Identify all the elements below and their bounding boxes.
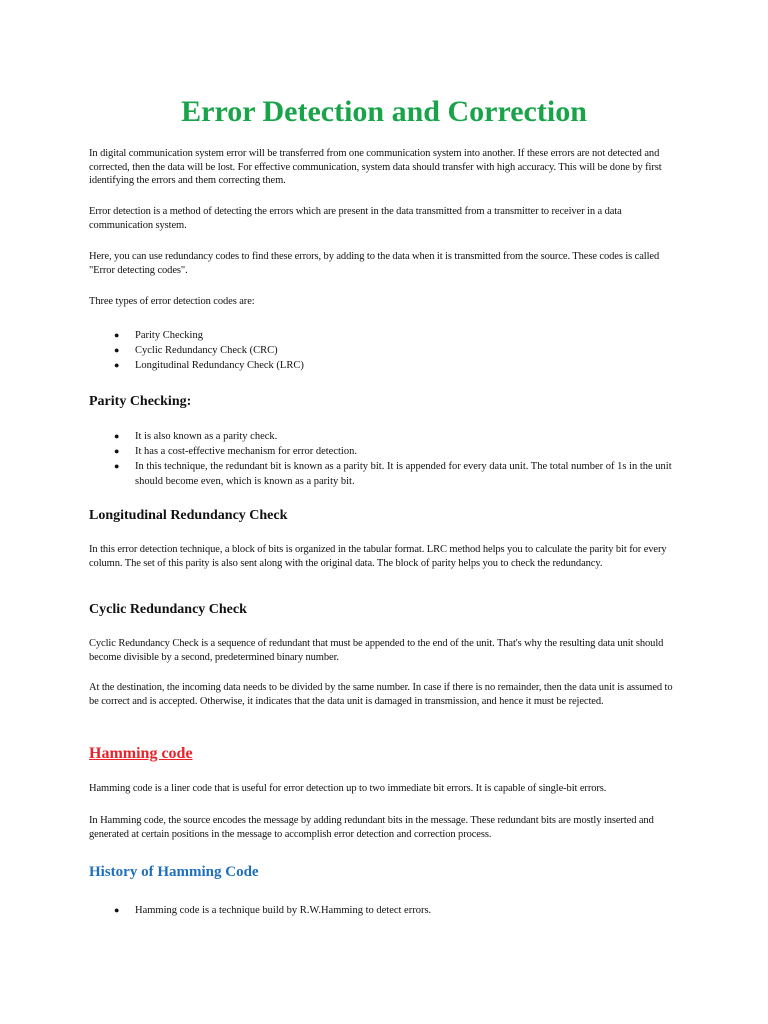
error-code-types-list [89,328,679,373]
lrc-paragraph [89,543,679,570]
crc-text-2: At the destination, the incoming data needs to be divided by the same number. In case if there is no remainder, then the data unit is assumed to be correct and is accepted. Otherwise, it indicates that the data unit is damaged in transmission, and hence it must be rejected. [89,682,673,707]
intro-text-2: Error detection is a method of detecting the errors which are present in the data transmitted from a transmitter to receiver in a data communication system. [89,206,622,231]
bullet-icon: ● [114,446,120,456]
lrc-heading: Longitudinal Redundancy Check [89,508,288,523]
crc-paragraph-1 [89,637,679,664]
bullet-icon: ● [114,360,120,370]
hamming-text-1: Hamming code is a liner code that is useful for error detection up to two immediate bit errors. It is capable of single-bit errors. [89,783,607,794]
bullet-icon: ● [114,345,120,355]
bullet-icon: ● [114,905,120,915]
lrc-text: In this error detection technique, a block of bits is organized in the tabular format. LRC method helps you to calculate the parity bit for every column. The set of this parity is also sent along with the original data. The block of parity helps you to check the redundancy. [89,544,667,569]
hamming-paragraph-1 [89,782,679,796]
list-item: ● Longitudinal Redundancy Check (LRC) [114,360,304,371]
bullet-icon: ● [114,330,120,340]
parity-heading: Parity Checking: [89,394,192,409]
list-item: ● Hamming code is a technique build by R.W.Hamming to detect errors. [114,905,432,916]
crc-heading: Cyclic Redundancy Check [89,602,247,617]
list-item: ● It is also known as a parity check. [114,431,278,442]
intro-paragraph-2 [89,205,679,232]
history-heading: History of Hamming Code [89,864,259,880]
list-item: ● Cyclic Redundancy Check (CRC) [114,345,278,356]
bullet-icon: ● [114,431,120,441]
intro-text-1: In digital communication system error will be transferred from one communication system into another. If these errors are not detected and corrected, then the data will be lost. For effective communication, system data should transfer with high accuracy. This will be done by first identifying the errors and them correcting them. [89,148,662,187]
list-item: ● In this technique, the redundant bit is known as a parity bit. It is appended for every data unit. The total number of 1s in the unit should become even, which is known as a parity bit. [114,461,672,487]
hamming-paragraph-2 [89,814,679,841]
intro-text-3: Here, you can use redundancy codes to find these errors, by adding to the data when it is transmitted from the source. These codes is called "Error detecting codes". [89,251,660,276]
hamming-text-2: In Hamming code, the source encodes the message by adding redundant bits in the message. These redundant bits are mostly inserted and generated at certain positions in the message to accomplish error detection and correction process. [89,815,654,840]
intro-text-4: Three types of error detection codes are: [89,296,255,307]
hamming-heading: Hamming code [89,745,193,762]
intro-paragraph-4 [89,295,679,309]
intro-paragraph-1 [89,147,679,188]
bullet-icon: ● [114,461,120,471]
crc-text-1: Cyclic Redundancy Check is a sequence of redundant that must be appended to the end of the unit. That's why the resulting data unit should become divisible by a second, predetermined binary number. [89,638,664,663]
list-item: ● Parity Checking [114,330,203,341]
history-list [89,903,679,918]
list-item: ● It has a cost-effective mechanism for error detection. [114,446,357,457]
intro-paragraph-3 [89,250,679,277]
document-title: Error Detection and Correction [181,95,587,128]
parity-list [89,429,679,489]
crc-paragraph-2 [89,681,679,708]
